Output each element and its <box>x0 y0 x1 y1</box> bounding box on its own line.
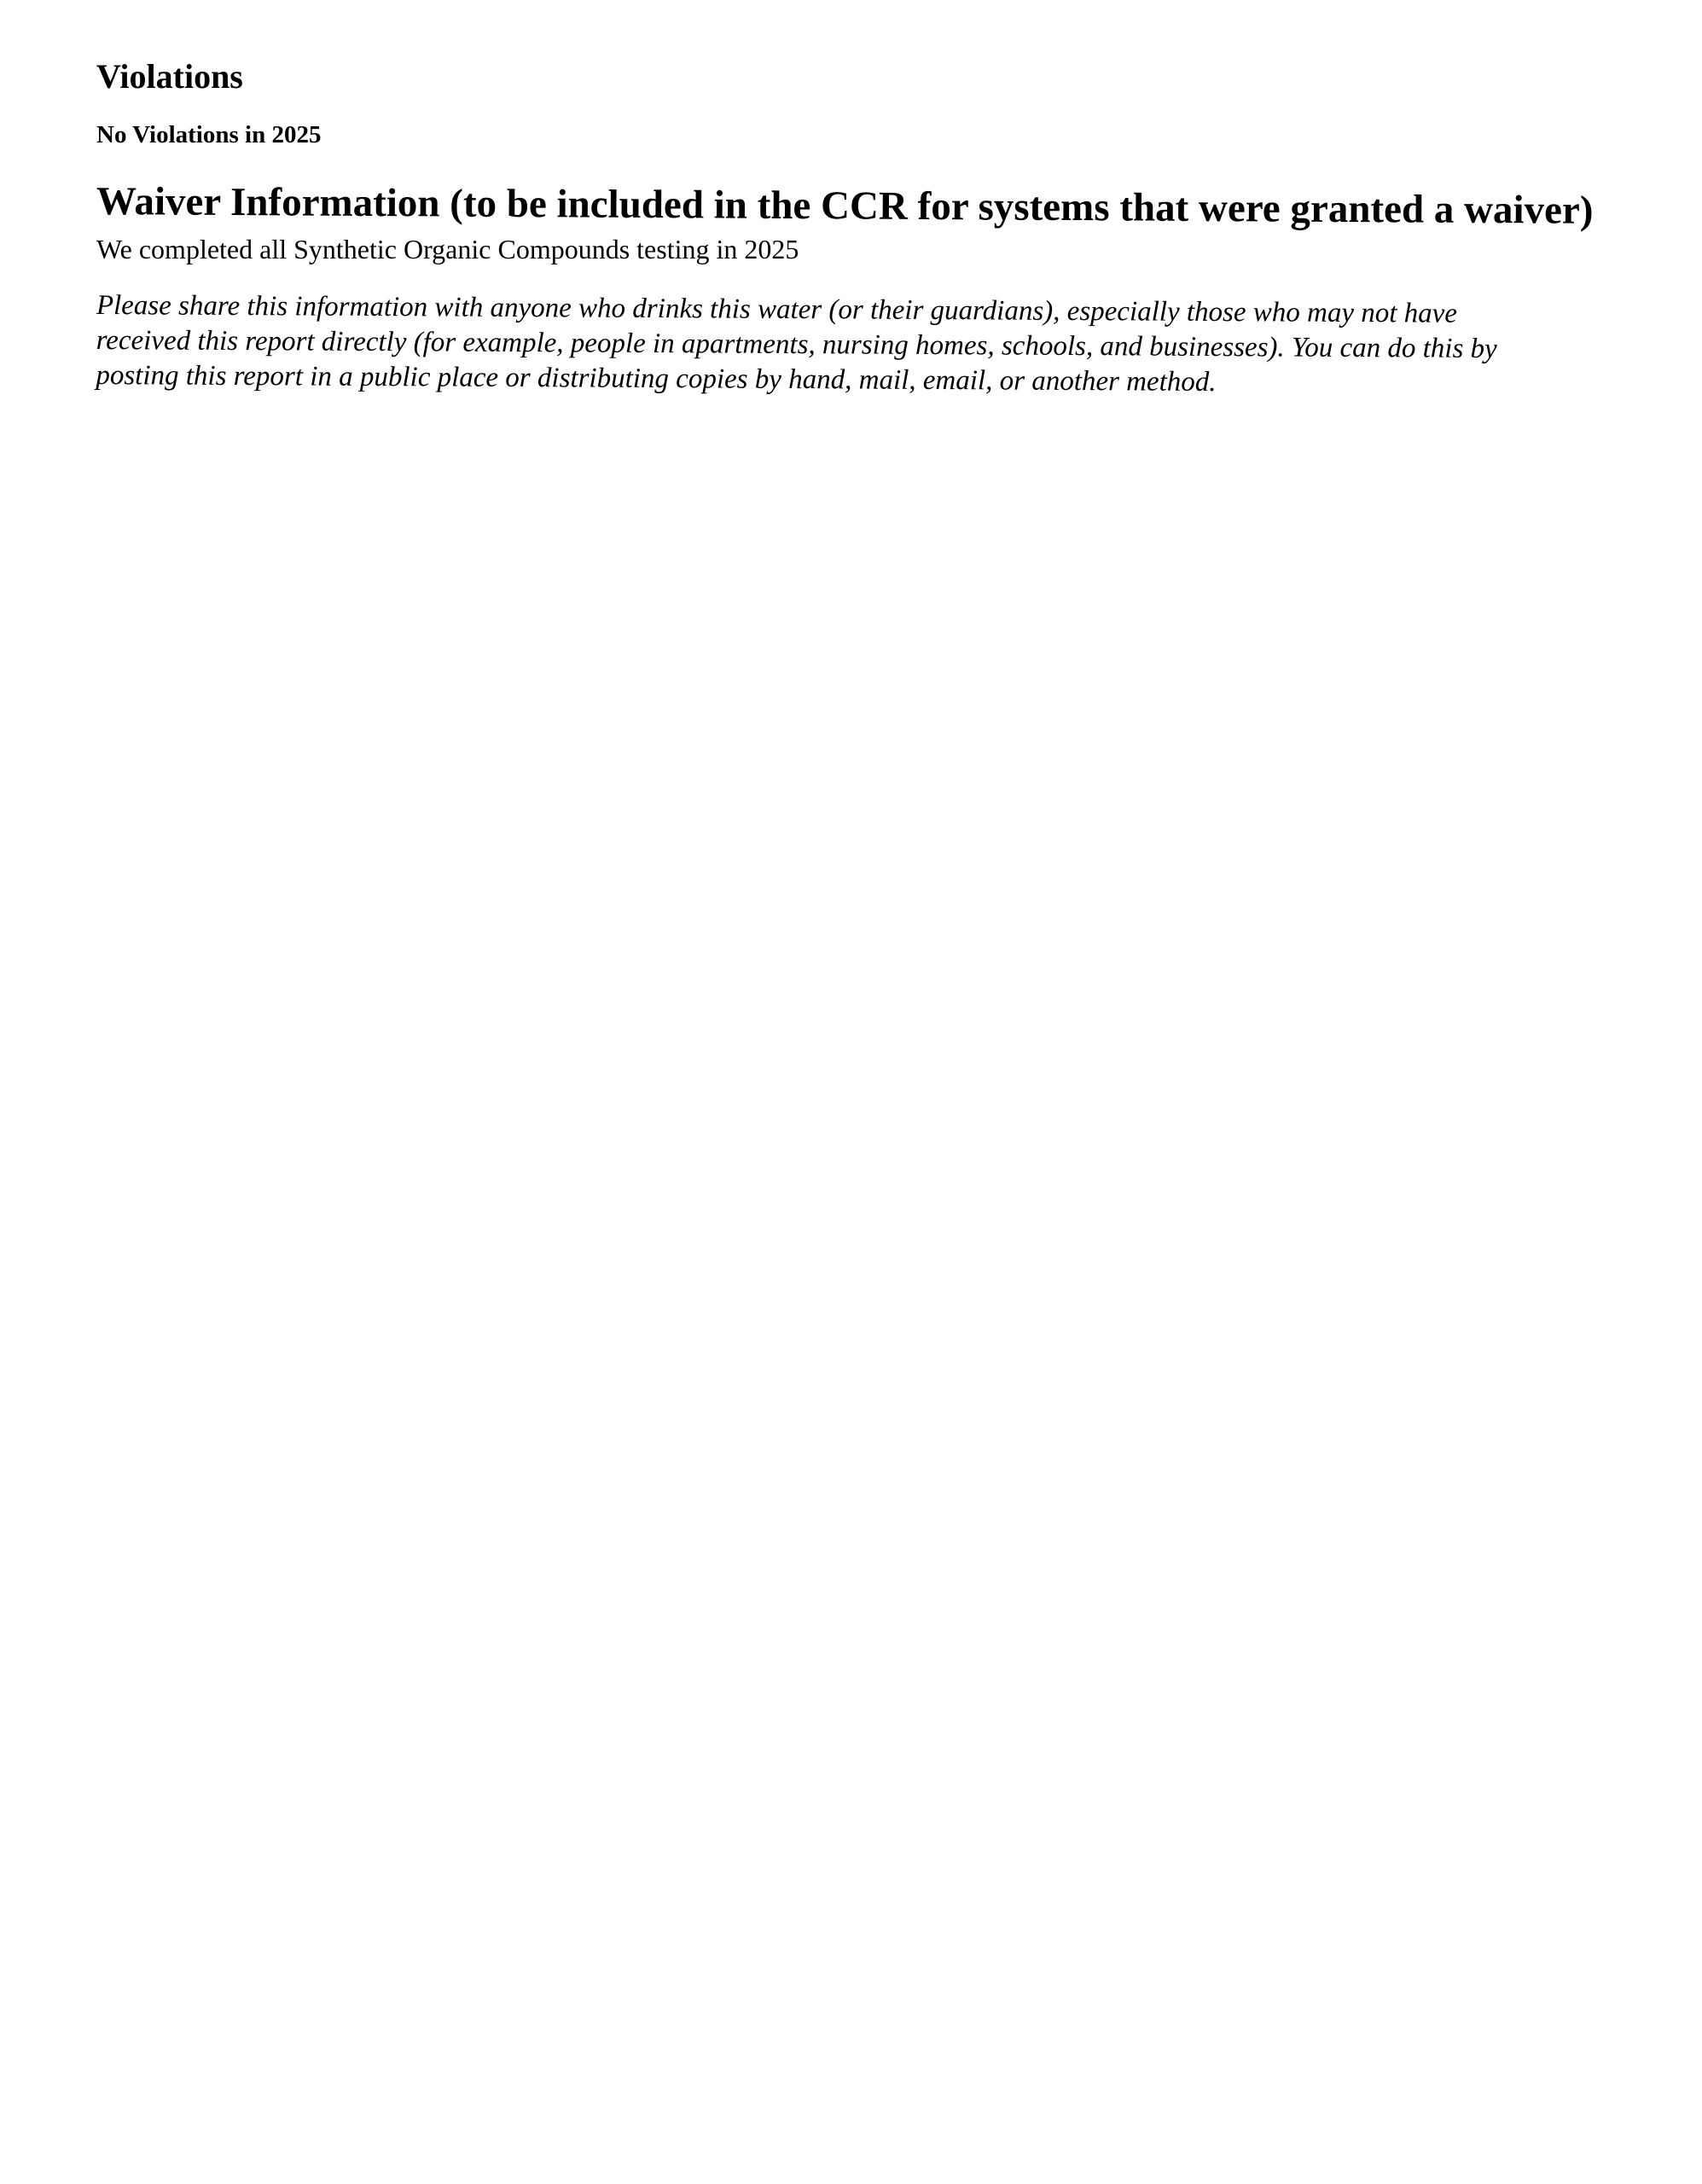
violations-status: No Violations in 2025 <box>96 121 322 148</box>
page-content <box>96 53 1615 398</box>
waiver-text: We completed all Synthetic Organic Compounds testing in 2025 <box>96 234 799 264</box>
violations-heading: Violations <box>96 57 243 96</box>
waiver-heading: Waiver Information (to be included in the CCR for systems that were granted a waiver) <box>96 179 1594 233</box>
share-notice: Please share this information with anyone who drinks this water (or their guardians), especially those who may not have received this report directly (for example, people in apartments, nursing homes, schools, and businesses). You can do this by posting this report in a public place or distributing copies by hand, mail, email, or another method. <box>96 289 1497 398</box>
